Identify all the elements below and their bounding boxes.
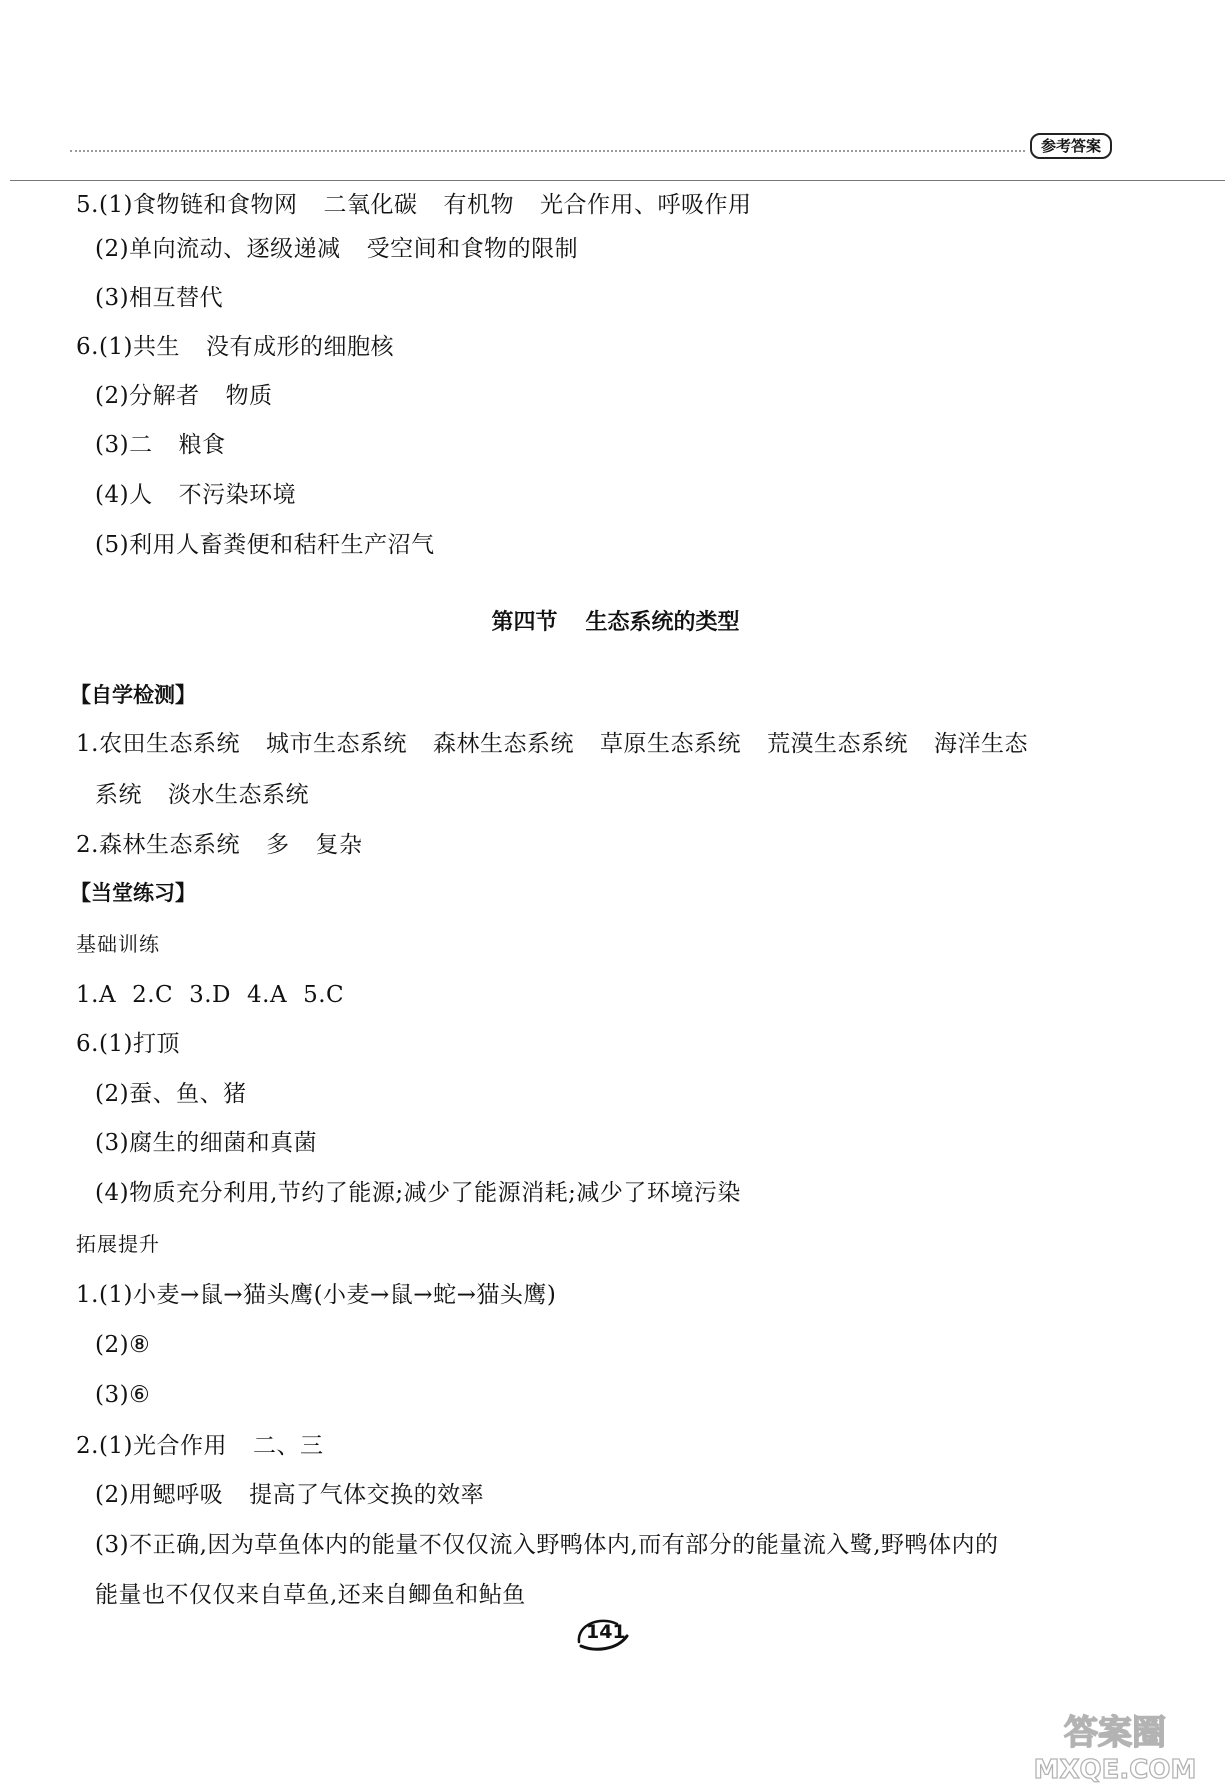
answer-text: (5)利用人畜粪便和秸秆生产沼气 <box>95 532 435 558</box>
answer-text: 多 <box>265 832 290 858</box>
answer-line <box>95 234 578 264</box>
answer-text: 城市生态系统 <box>265 731 407 757</box>
answer-text: 6.(1)打顶 <box>76 1031 181 1057</box>
answer-key-badge: 参考答案 <box>1030 133 1112 159</box>
answer-line <box>95 1079 247 1109</box>
answer-text: (2)用鳃呼吸 <box>95 1482 224 1508</box>
section-title <box>0 608 1231 638</box>
answer-text: 5.C <box>303 982 345 1008</box>
answer-text: 海洋生态 <box>933 731 1028 757</box>
answer-text: (3)不正确,因为草鱼体内的能量不仅仅流入野鸭体内,而有部分的能量流入鹭,野鸭体内的 <box>95 1532 999 1558</box>
answer-line <box>76 980 344 1010</box>
answer-line <box>76 729 1028 759</box>
section-name: 生态系统的类型 <box>585 610 740 635</box>
answer-text: 受空间和食物的限制 <box>366 236 579 262</box>
answer-line <box>95 1178 741 1208</box>
practice-heading: 【当堂练习】 <box>70 881 196 905</box>
answer-text: (3)相互替代 <box>95 285 224 311</box>
answer-line <box>95 1330 150 1360</box>
watermark-bottom-text: MXQE.COM <box>1033 1755 1197 1784</box>
answer-line <box>95 1530 999 1560</box>
answer-line <box>95 1580 526 1610</box>
answer-text: (2)⑧ <box>95 1332 151 1358</box>
answer-text: (3)腐生的细菌和真菌 <box>95 1130 318 1156</box>
watermark-logo <box>1010 1708 1220 1784</box>
answer-line <box>76 830 362 860</box>
page-number: 141 <box>586 1621 626 1643</box>
answer-text: 1.(1)小麦→鼠→猫头鹰(小麦→鼠→蛇→猫头鹰) <box>76 1282 557 1308</box>
answer-text: 物质 <box>225 383 273 409</box>
answer-text: 淡水生态系统 <box>168 782 309 808</box>
answer-text: (3)⑥ <box>95 1382 151 1408</box>
answer-line <box>76 190 752 220</box>
answer-line <box>95 381 273 411</box>
answer-text: 5.(1)食物链和食物网 <box>76 192 298 218</box>
answer-line <box>95 530 435 560</box>
answer-line <box>95 780 309 810</box>
answer-text: 1.农田生态系统 <box>76 731 240 757</box>
answer-text: 2.C <box>132 982 174 1008</box>
answer-text: 系统 <box>95 782 142 808</box>
answer-text: 光合作用、呼吸作用 <box>540 192 752 218</box>
section-number: 第四节 <box>491 610 558 635</box>
answer-line <box>95 1128 317 1158</box>
answer-text: 粮食 <box>178 432 226 458</box>
answer-text: 草原生态系统 <box>599 731 741 757</box>
answer-text: (2)蚕、鱼、猪 <box>95 1081 247 1107</box>
answer-line <box>95 1480 484 1510</box>
answer-text: 2.(1)光合作用 <box>76 1433 228 1459</box>
answer-line <box>95 1380 150 1410</box>
answer-text: 1.A <box>76 982 117 1008</box>
answer-line <box>95 480 296 510</box>
answer-text: (2)分解者 <box>95 383 200 409</box>
answer-line <box>76 1431 324 1461</box>
answer-text: 复杂 <box>315 832 363 858</box>
answer-text: 6.(1)共生 <box>76 334 181 360</box>
answer-text: 4.A <box>247 982 288 1008</box>
answer-text: 二、三 <box>253 1433 324 1459</box>
basic-training-heading: 基础训练 <box>76 932 160 956</box>
answer-text: (4)人 <box>95 482 153 508</box>
self-check-heading: 【自学检测】 <box>70 683 196 707</box>
answer-line <box>95 283 223 313</box>
answer-line <box>76 1029 180 1059</box>
answer-text: 荒漠生态系统 <box>766 731 908 757</box>
watermark-top-text: 答案圈 <box>1064 1713 1166 1753</box>
answer-text: 能量也不仅仅来自草鱼,还来自鲫鱼和鲇鱼 <box>95 1582 526 1608</box>
answer-text: (2)单向流动、逐级递减 <box>95 236 341 262</box>
answer-text: 有机物 <box>443 192 515 218</box>
answer-text: 3.D <box>189 982 231 1008</box>
header-dotted-rule <box>70 150 1025 154</box>
answer-text: 2.森林生态系统 <box>76 832 240 858</box>
answer-line <box>76 1280 556 1310</box>
answer-text: 不污染环境 <box>178 482 297 508</box>
answer-text: 没有成形的细胞核 <box>206 334 395 360</box>
answer-line <box>76 332 394 362</box>
extension-heading: 拓展提升 <box>76 1232 160 1256</box>
answer-text: 二氧化碳 <box>323 192 418 218</box>
answer-line <box>95 430 226 460</box>
answer-text: 森林生态系统 <box>432 731 574 757</box>
answer-text: (3)二 <box>95 432 153 458</box>
answer-text: 提高了气体交换的效率 <box>249 1482 485 1508</box>
answer-text: (4)物质充分利用,节约了能源;减少了能源消耗;减少了环境污染 <box>95 1180 741 1206</box>
header-rule <box>10 180 1225 181</box>
